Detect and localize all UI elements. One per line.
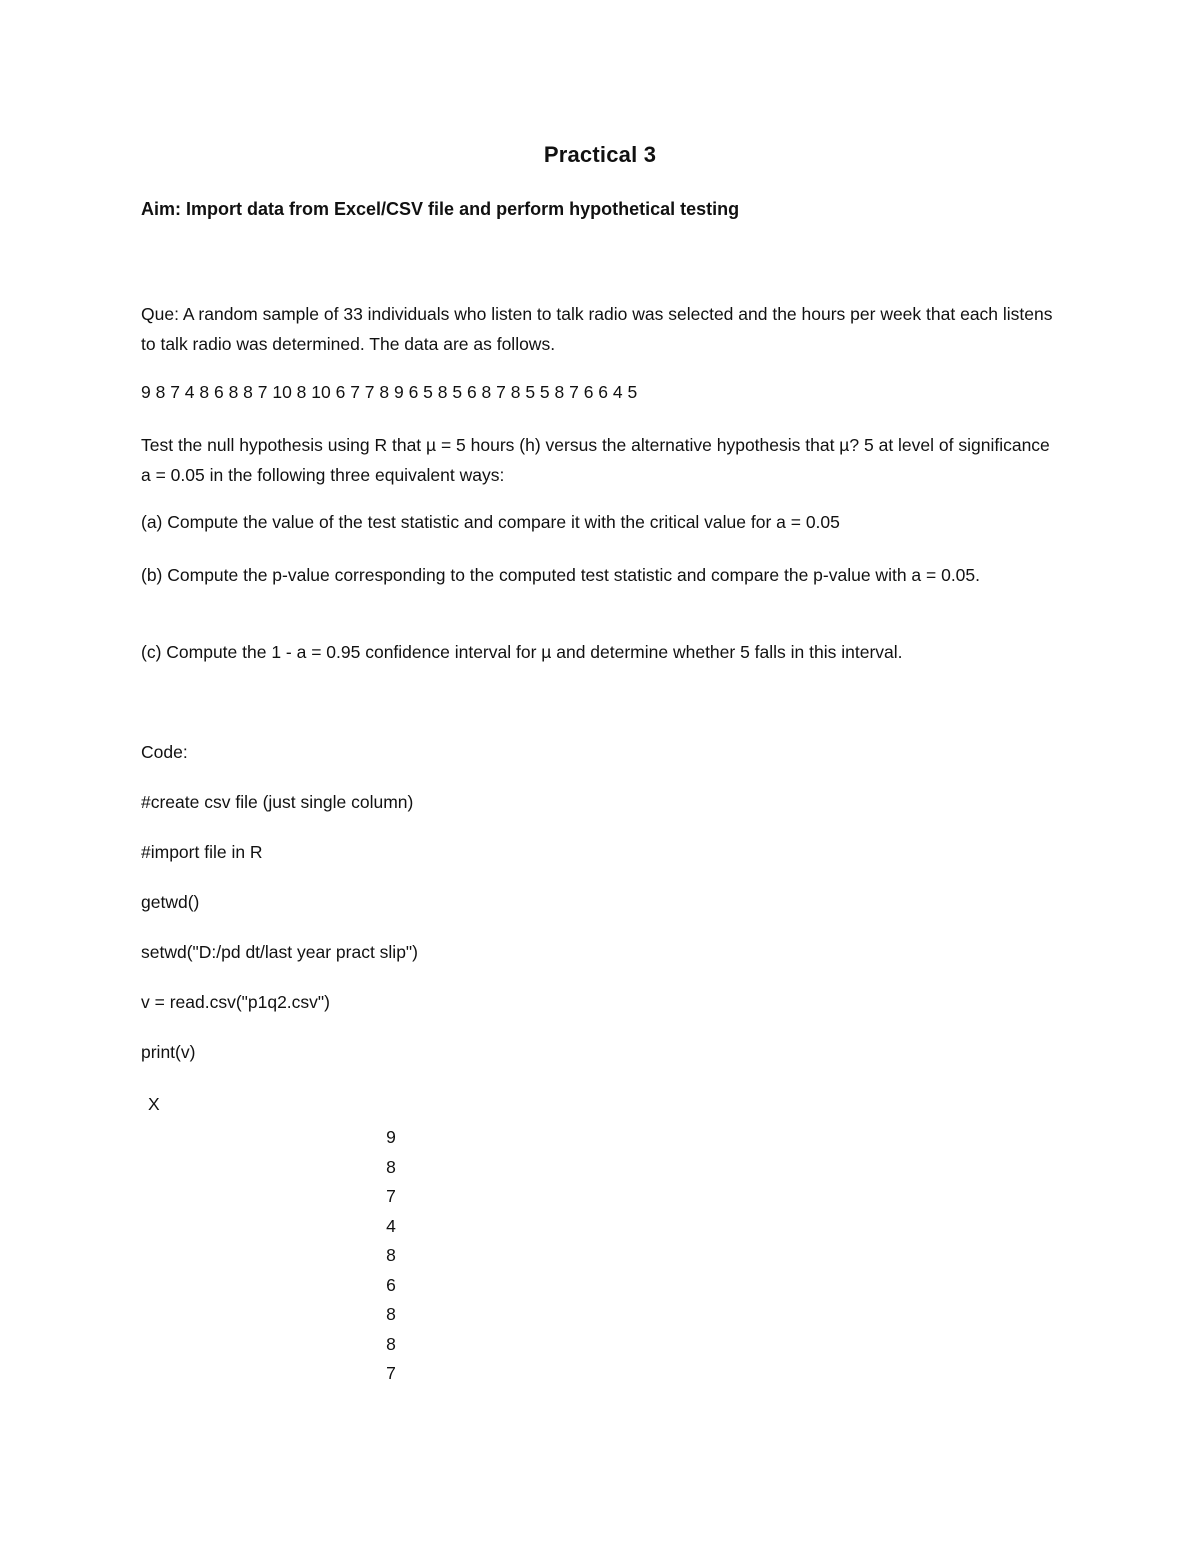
output-value: 8 (386, 1304, 396, 1324)
code-line: #import file in R (141, 842, 263, 862)
data-values-line: 9 8 7 4 8 6 8 8 7 10 8 10 6 7 7 8 9 6 5 8 5 6 8 7 8 5 5 8 7 6 6 4 5 (141, 382, 638, 402)
output-value: 8 (386, 1245, 396, 1265)
code-line: #create csv file (just single column) (141, 792, 414, 812)
code-line: v = read.csv("p1q2.csv") (141, 992, 330, 1012)
output-value: 8 (386, 1333, 396, 1354)
code-line: print(v) (141, 1042, 196, 1062)
output-column-header: X (148, 1094, 160, 1114)
part-b-text: (b) Compute the p-value corresponding to the computed test statistic and compare the p-value with a = 0.05. (141, 565, 981, 585)
code-line: setwd("D:/pd dt/last year pract slip") (141, 942, 418, 962)
output-values-list (383, 1123, 399, 1389)
output-value: 7 (386, 1363, 396, 1383)
output-value: 8 (386, 1156, 396, 1177)
part-a-text: (a) Compute the value of the test statistic and compare it with the critical value for a = 0.05 (141, 512, 840, 532)
code-heading: Code: (141, 742, 188, 762)
page-title: Practical 3 (543, 142, 657, 167)
test-intro-paragraph: Test the null hypothesis using R that µ = 5 hours (h) versus the alternative hypothesis that µ? 5 at level of significance a = 0.05 in the following three equivalent ways: (141, 435, 1050, 485)
aim-heading: Aim: Import data from Excel/CSV file and perform hypothetical testing (141, 199, 740, 219)
output-value: 6 (386, 1274, 396, 1295)
output-value: 7 (386, 1186, 396, 1206)
part-c-text: (c) Compute the 1 - a = 0.95 confidence interval for µ and determine whether 5 falls in this interval. (141, 642, 903, 662)
code-line: getwd() (141, 892, 200, 912)
output-value: 4 (386, 1215, 396, 1236)
question-paragraph: Que: A random sample of 33 individuals who listen to talk radio was selected and the hours per week that each listens to talk radio was determined. The data are as follows. (141, 304, 1053, 354)
output-value: 9 (386, 1127, 396, 1147)
